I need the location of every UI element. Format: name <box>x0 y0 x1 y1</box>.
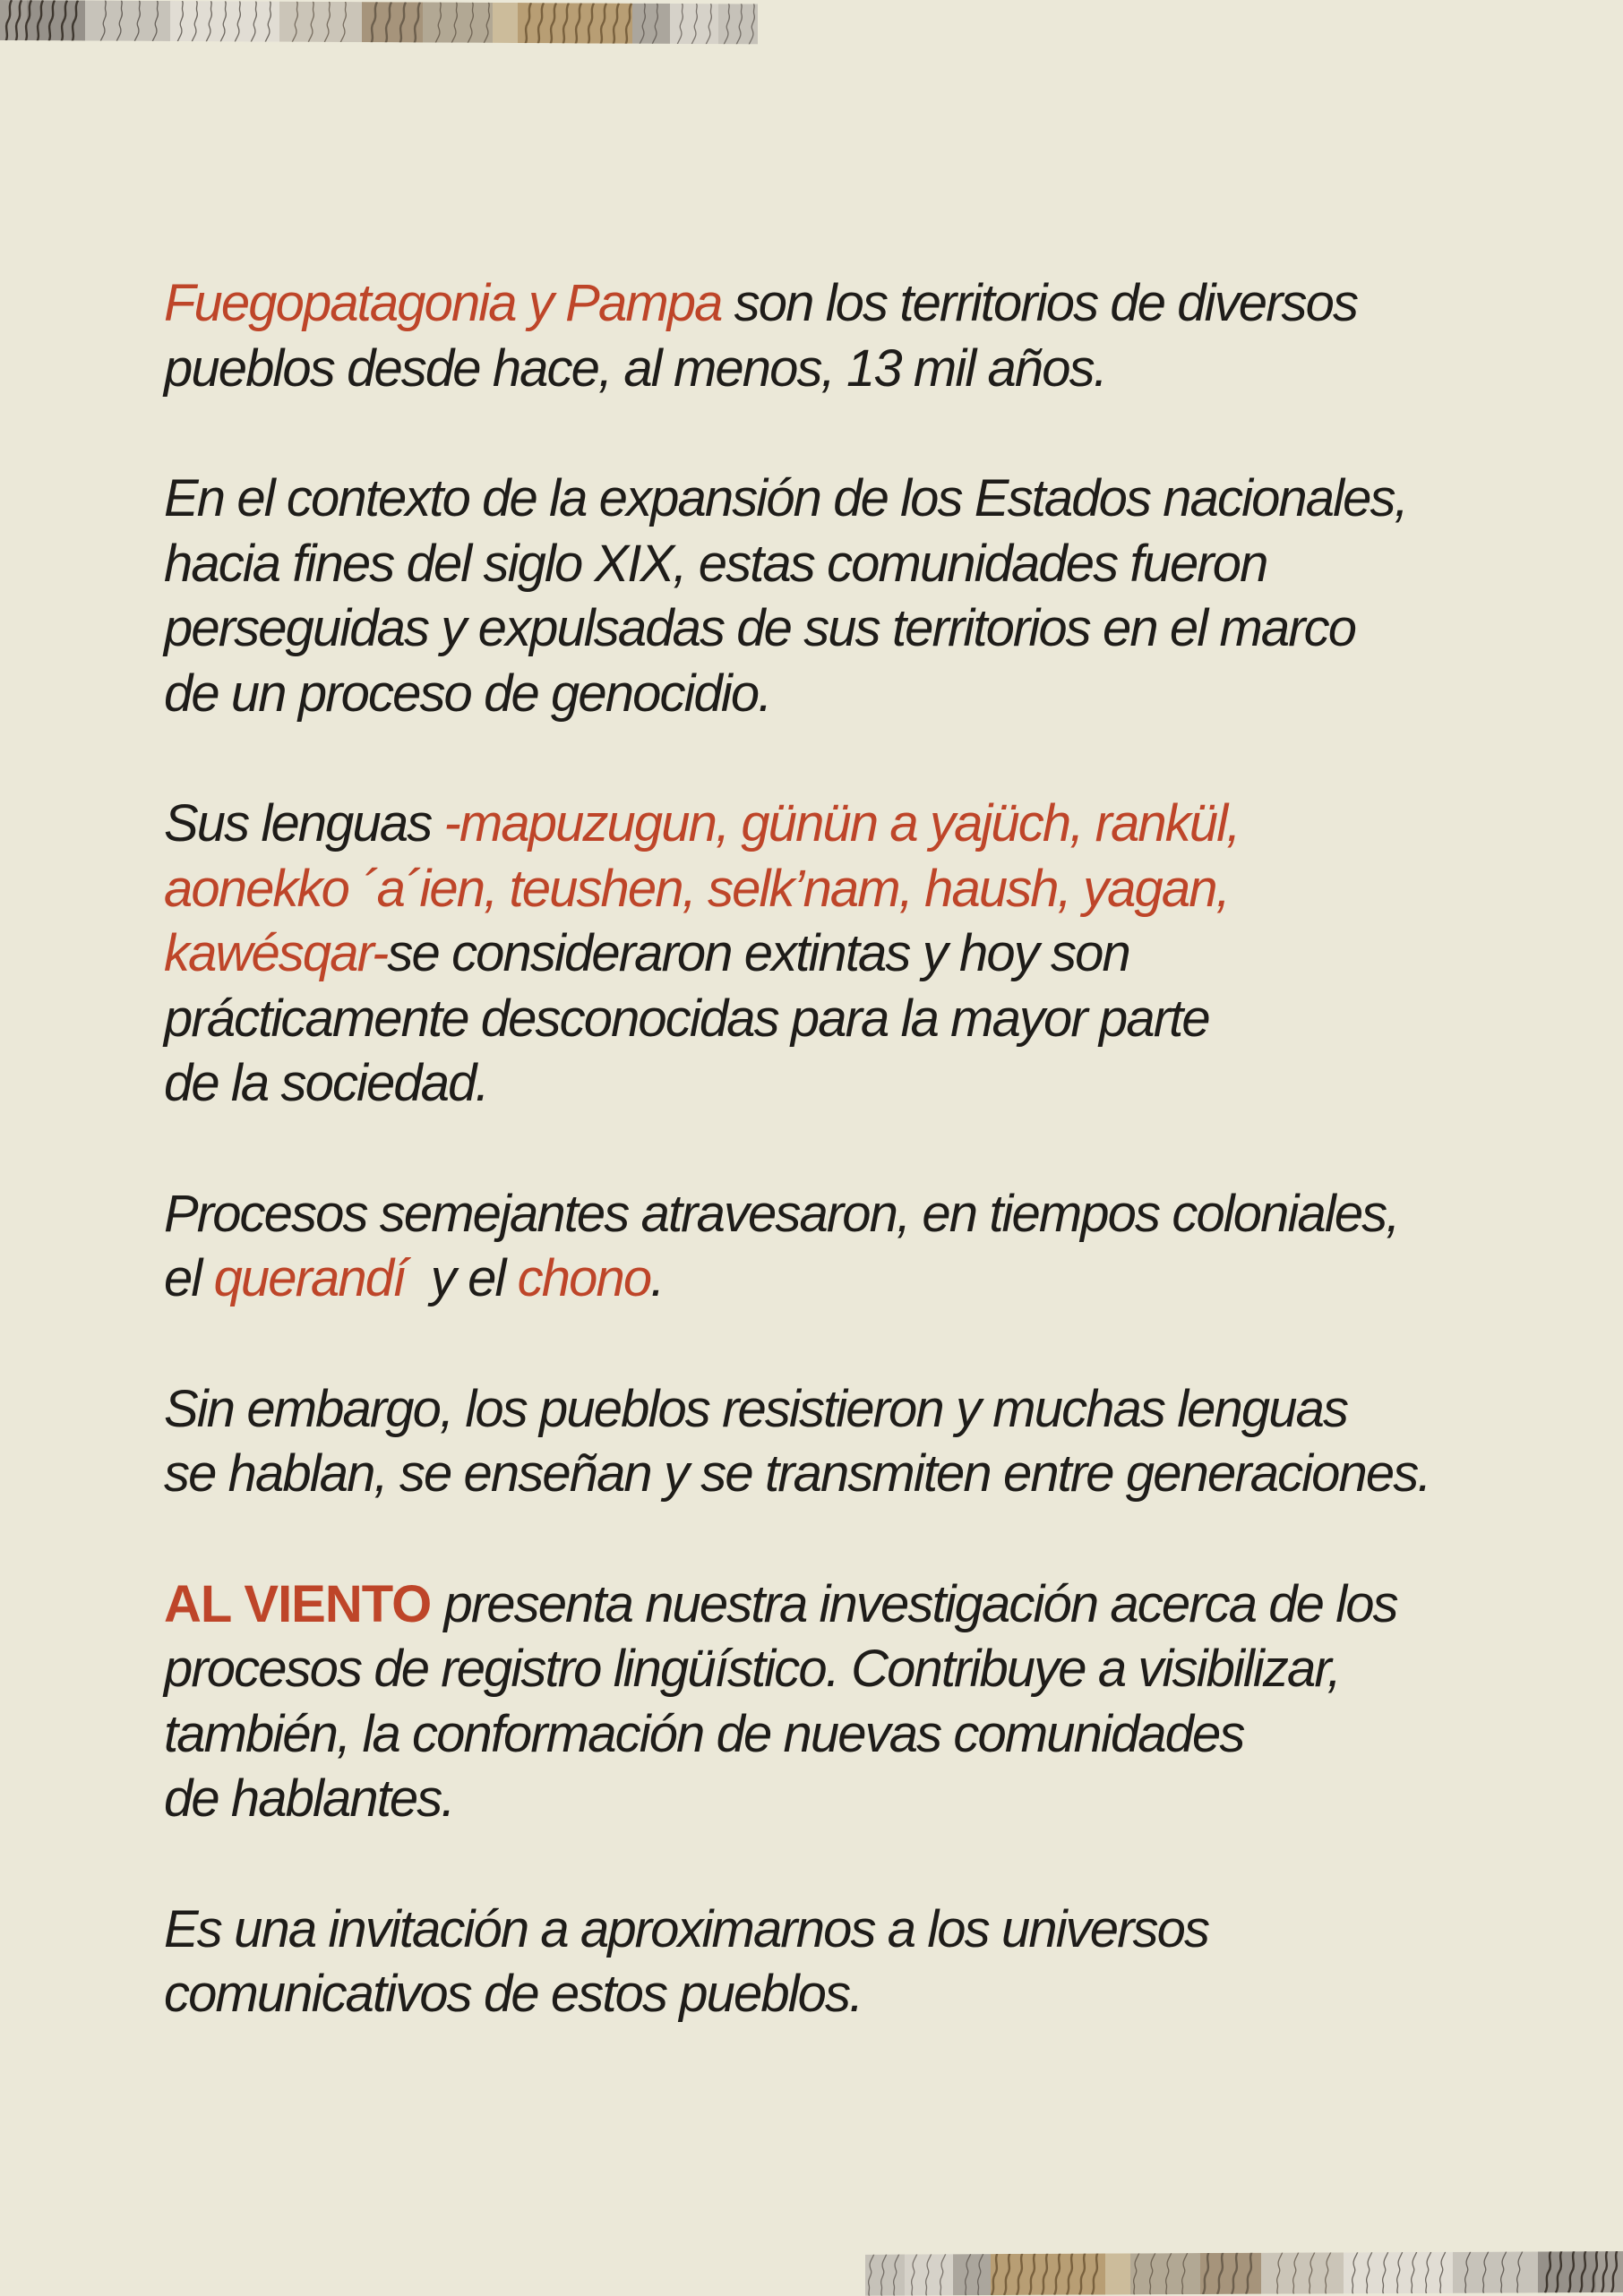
text-segment: chono <box>517 1249 651 1307</box>
paragraph <box>164 1182 1584 1312</box>
text-segment: de hablantes. <box>164 1769 454 1828</box>
text-segment: Procesos semejantes atravesaron, en tiempos coloniales, <box>164 1184 1399 1243</box>
text-segment: se consideraron extintas y hoy son <box>387 924 1129 982</box>
text-segment: Sus lenguas <box>164 794 444 852</box>
text-segment: comunicativos de estos pueblos. <box>164 1965 863 2023</box>
text-segment: de la sociedad. <box>164 1054 488 1112</box>
paragraph <box>164 467 1584 726</box>
manuscript-collage-art <box>0 0 758 44</box>
text-segment: Fuegopatagonia y Pampa <box>164 274 722 332</box>
paragraph <box>164 271 1584 401</box>
text-segment: perseguidas y expulsadas de sus territorios en el marco <box>164 599 1356 657</box>
text-segment: procesos de registro lingüístico. Contribuye a visibilizar, <box>164 1640 1340 1698</box>
text-segment: se hablan, se enseñan y se transmiten entre generaciones. <box>164 1444 1430 1503</box>
text-segment: pueblos desde hace, al menos, 13 mil años. <box>164 338 1106 398</box>
manuscript-collage-art <box>865 2251 1623 2296</box>
text-segment: y el <box>405 1249 518 1307</box>
text-segment: En el contexto de la expansión de los Estados nacionales, <box>164 469 1407 527</box>
text-segment: aonekko ´a´ien, teushen, selk’nam, haush, yagan, <box>164 859 1229 918</box>
intro-text <box>164 271 1584 2093</box>
manuscript-strip-top <box>0 0 758 44</box>
text-segment: también, la conformación de nuevas comunidades <box>164 1704 1244 1763</box>
text-segment: de un proceso de genocidio. <box>164 664 771 723</box>
paragraph <box>164 1898 1584 2027</box>
paragraph <box>164 792 1584 1117</box>
paragraph <box>164 1572 1584 1832</box>
text-segment: prácticamente desconocidas para la mayor parte <box>164 989 1209 1048</box>
paragraph <box>164 1377 1584 1507</box>
text-segment: hacia fines del siglo XIX, estas comunidades fueron <box>164 534 1267 593</box>
text-segment: kawésqar- <box>164 924 388 982</box>
text-segment: son los territorios de diversos <box>721 274 1358 332</box>
text-segment: Sin embargo, los pueblos resistieron y muchas lenguas <box>164 1379 1348 1438</box>
manuscript-strip-bottom <box>865 2251 1623 2296</box>
text-segment: Es una invitación a aproximarnos a los universos <box>164 1899 1209 1958</box>
text-segment: presenta nuestra investigación acerca de los <box>431 1574 1397 1633</box>
text-segment: -mapuzugun, günün a yajüch, rankül, <box>443 794 1240 852</box>
text-segment: AL VIENTO <box>164 1574 432 1633</box>
text-segment: querandí <box>213 1249 406 1307</box>
text-segment: el <box>164 1249 214 1307</box>
text-segment: . <box>650 1249 664 1307</box>
